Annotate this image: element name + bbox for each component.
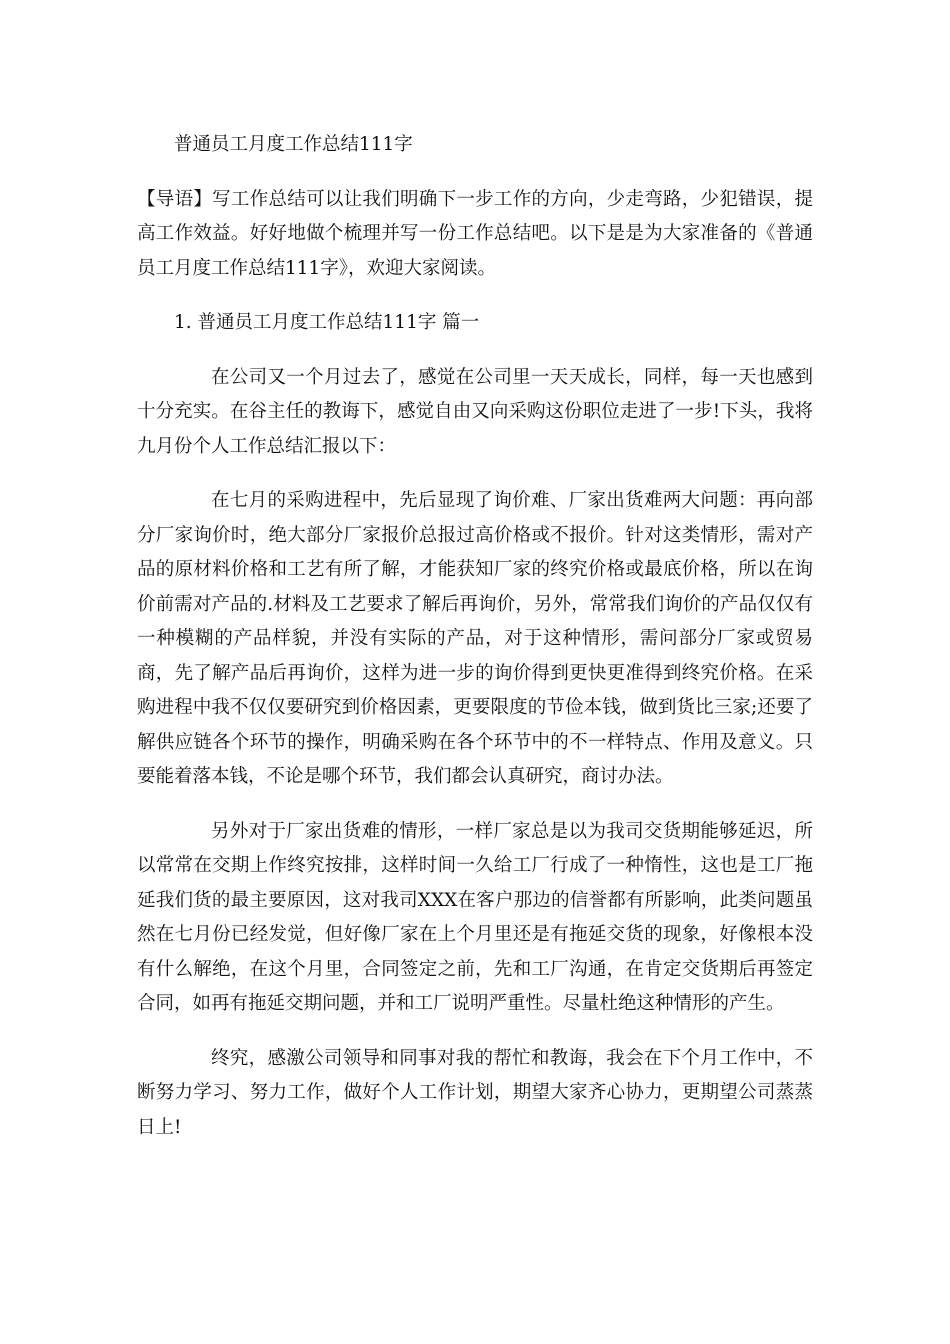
section-heading: 1. 普通员工月度工作总结111字 篇一 bbox=[174, 312, 480, 333]
document-title: 普通员工月度工作总结111字 bbox=[174, 134, 413, 155]
body-paragraph: 另外对于厂家出货难的情形，一样厂家总是以为我司交货期能够延迟，所以常常在交期上作终究按排，这样时间一久给工厂行成了一种惰性，这也是工厂拖延我们货的最主要原因，这对我司XXX在客户那边的信誉都有所影响，此类问题虽然在七月份已经发觉，但好像厂家在上个月里还是有拖延交货的现象，好像根本没有什么解绝，在这个月里，合同签定之前，先和工厂沟通，在肯定交货期后再签定合同，如再有拖延交期问题，并和工厂说明严重性。尽量杜绝这种情形的产生。 bbox=[137, 820, 813, 1014]
body-paragraph: 在公司又一个月过去了，感觉在公司里一天天成长，同样，每一天也感到十分充实。在谷主任的教诲下，感觉自由又向采购这份职位走进了一步!下头，我将九月份个人工作总结汇报以下： bbox=[137, 366, 813, 457]
body-paragraph: 终究，感激公司领导和同事对我的帮忙和教诲，我会在下个月工作中，不断努力学习、努力工作，做好个人工作计划，期望大家齐心协力，更期望公司蒸蒸日上! bbox=[137, 1047, 813, 1138]
document-page bbox=[137, 128, 813, 1165]
body-paragraph: 在七月的采购进程中，先后显现了询价难、厂家出货难两大问题：再向部分厂家询价时，绝大部分厂家报价总报过高价格或不报价。针对这类情形，需对产品的原材料价格和工艺有所了解，才能获知厂家的终究价格或最底价格，所以在询价前需对产品的.材料及工艺要求了解后再询价，另外，常常我们询价的产品仅仅有一种模糊的产品样貌，并没有实际的产品，对于这种情形，需问部分厂家或贸易商，先了解产品后再询价，这样为进一步的询价得到更快更准得到终究价格。在采购进程中我不仅仅要研究到价格因素，更要限度的节俭本钱，做到货比三家;还要了解供应链各个环节的操作，明确采购在各个环节中的不一样特点、作用及意义。只要能着落本钱，不论是哪个环节，我们都会认真研究，商讨办法。 bbox=[137, 490, 813, 787]
intro-paragraph: 【导语】写工作总结可以让我们明确下一步工作的方向，少走弯路，少犯错误，提高工作效益。好好地做个梳理并写一份工作总结吧。以下是是为大家准备的《普通员工月度工作总结111字》，欢迎大家阅读。 bbox=[137, 188, 813, 279]
